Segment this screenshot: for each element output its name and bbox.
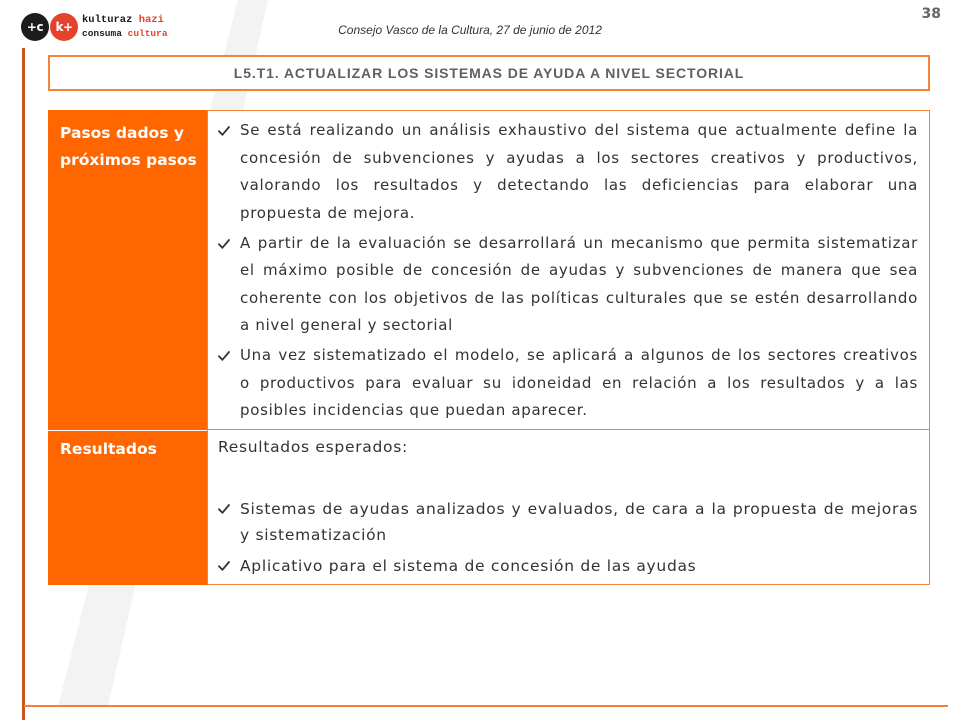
bullet-text: Se está realizando un análisis exhaustivo del sistema que actualmente define la concesión de subvenciones y ayudas a los sectores creativos y productivos, valorando los resultados y detectando las deficiencias para elaborar una propuesta de mejora. — [240, 121, 918, 222]
page-number: 38 — [921, 6, 941, 22]
logo-wordmark — [82, 14, 168, 40]
logo-badge-right: k+ — [50, 13, 78, 41]
row-label: Resultados — [60, 440, 157, 458]
section-title-box — [48, 55, 930, 91]
bullet-item — [218, 342, 918, 425]
bullet-text: Una vez sistematizado el modelo, se aplicará a algunos de los sectores creativos o productivos para evaluar su idoneidad en relación a los resultados y a las posibles incidencias que puedan aparecer. — [240, 346, 918, 419]
section-title: L5.T1. ACTUALIZAR LOS SISTEMAS DE AYUDA A NIVEL SECTORIAL — [233, 65, 745, 81]
table-row-pasos — [48, 110, 930, 430]
bullet-text: Sistemas de ayudas analizados y evaluados, de cara a la propuesta de mejoras y sistematización — [240, 500, 918, 544]
logo-badge-left: +c — [21, 13, 49, 41]
logo-word-dark: consuma — [82, 28, 122, 39]
bullet-item — [218, 496, 918, 548]
logo-line-1 — [82, 14, 168, 27]
content-table — [48, 110, 930, 585]
checkmark-icon — [218, 126, 230, 136]
logo-word-accent: hazi — [138, 14, 164, 26]
left-vertical-rule — [22, 48, 25, 720]
row-content-cell — [207, 110, 930, 430]
checkmark-icon — [218, 561, 230, 571]
row-content-cell — [207, 430, 930, 585]
checkmark-icon — [218, 504, 230, 514]
logo-word-dark: kulturaz — [82, 14, 133, 26]
header-subtitle: Consejo Vasco de la Cultura, 27 de junio de 2012 — [338, 23, 602, 37]
bullet-item — [218, 117, 918, 227]
row-label: Pasos dados y próximos pasos — [60, 124, 197, 169]
row-label-cell — [48, 110, 207, 430]
checkmark-icon — [218, 351, 230, 361]
bullet-item — [218, 230, 918, 340]
checkmark-icon — [218, 239, 230, 249]
bullet-text: Aplicativo para el sistema de concesión de las ayudas — [240, 557, 697, 575]
logo-line-2 — [82, 27, 168, 40]
table-row-resultados — [48, 430, 930, 585]
bottom-horizontal-rule — [24, 705, 948, 707]
logo-word-accent: cultura — [127, 28, 168, 39]
kulturaz-hazi-logo — [21, 13, 171, 43]
results-intro: Resultados esperados: — [218, 438, 408, 456]
bullet-text: A partir de la evaluación se desarrollará un mecanismo que permita sistematizar el máximo posible de concesión de ayudas y subvenciones de manera que sea coherente con los objetivos de las políticas culturales que se estén desarrollando a nivel general y sectorial — [240, 233, 918, 334]
bullet-item — [218, 553, 918, 579]
row-label-cell — [48, 430, 207, 585]
